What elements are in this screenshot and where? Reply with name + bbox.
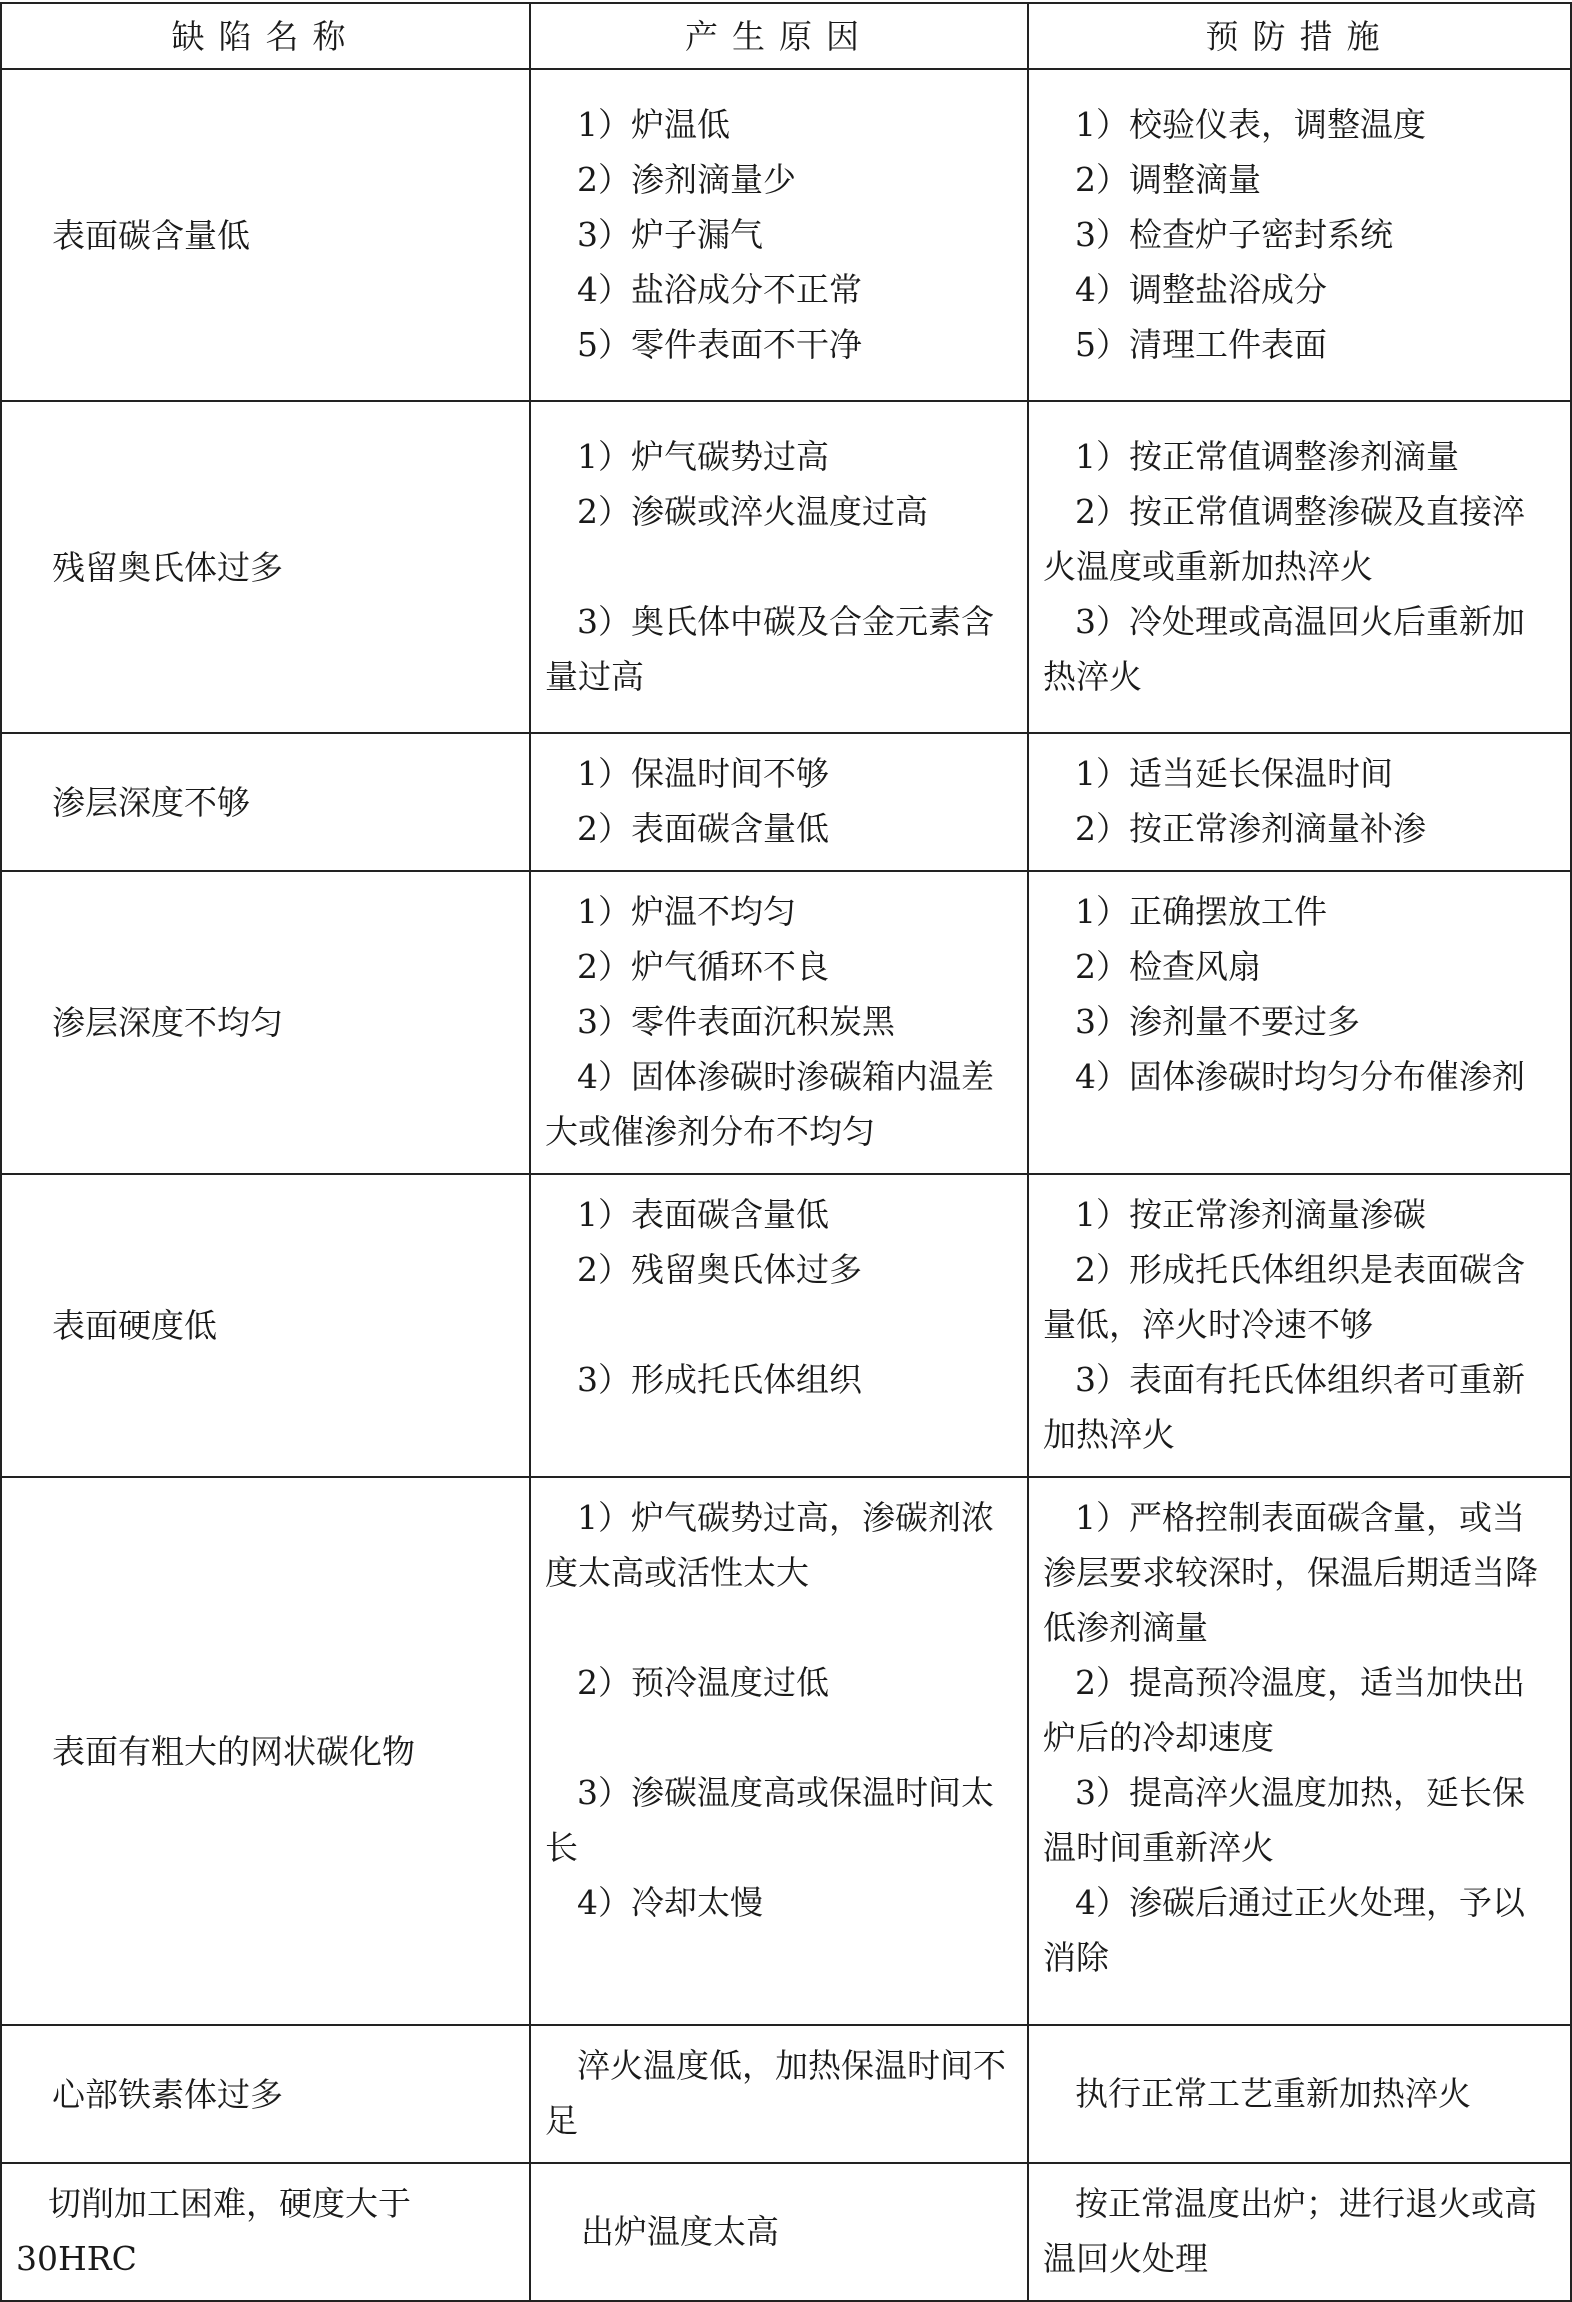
header-row: [1, 3, 1571, 69]
defect-name: 表面有粗大的网状碳化物: [1, 1477, 530, 2025]
measure-item: 2）形成托氏体组织是表面碳含量低，淬火时冷速不够: [1043, 1250, 1525, 1344]
table-row: [1, 69, 1571, 401]
measure-item: 1）严格控制表面碳含量，或当渗层要求较深时，保温后期适当降低渗剂滴量: [1043, 1498, 1538, 1647]
carburizing-defects-table: [0, 2, 1572, 2302]
defect-name: 心部铁素体过多: [1, 2025, 530, 2163]
cause-list: [530, 2025, 1028, 2163]
table-row: [1, 2163, 1571, 2301]
measure-item: 5）清理工件表面: [1075, 324, 1327, 364]
measure-item: 1）按正常值调整渗剂滴量: [1075, 436, 1459, 476]
header-defect-name: 缺陷名称: [1, 3, 530, 69]
cause-item: 1）保温时间不够: [577, 754, 829, 793]
cause-list: [530, 1477, 1028, 2025]
measure-list: [1028, 871, 1571, 1174]
cause-item: 2）表面碳含量低: [577, 809, 829, 848]
table-row: [1, 1477, 1571, 2025]
cause-list: [530, 2163, 1028, 2301]
header-prevention: 预防措施: [1028, 3, 1571, 69]
cause-item: 1）炉气碳势过高: [577, 436, 829, 476]
header-cause: 产生原因: [530, 3, 1028, 69]
measure-item: 3）渗剂量不要过多: [1075, 1002, 1360, 1041]
table-row: [1, 1174, 1571, 1477]
measure-item: 1）正确摆放工件: [1075, 892, 1327, 931]
cause-item: 3）渗碳温度高或保温时间太长: [545, 1773, 994, 1867]
cause-list: [530, 69, 1028, 401]
defect-name: 残留奥氏体过多: [1, 401, 530, 733]
cause-item: 2）残留奥氏体过多: [577, 1250, 862, 1289]
defect-name: 表面硬度低: [1, 1174, 530, 1477]
cause-item: 4）盐浴成分不正常: [577, 269, 862, 309]
cause-item: 3）奥氏体中碳及合金元素含量过高: [545, 601, 994, 696]
cause-item: 3）炉子漏气: [577, 214, 763, 254]
cause-item: 淬火温度低，加热保温时间不足: [545, 2046, 1006, 2140]
measure-item: 3）冷处理或高温回火后重新加热淬火: [1043, 601, 1525, 696]
measure-item: 2）按正常渗剂滴量补渗: [1075, 809, 1426, 848]
defect-name: 切削加工困难，硬度大于30HRC: [1, 2163, 530, 2301]
table-row: [1, 733, 1571, 871]
cause-item: 1）炉温不均匀: [577, 892, 796, 931]
cause-item: 2）渗剂滴量少: [577, 159, 796, 199]
table-row: [1, 871, 1571, 1174]
cause-item: 2）预冷温度过低: [577, 1663, 829, 1702]
measure-item: 3）提高淬火温度加热，延长保温时间重新淬火: [1043, 1773, 1525, 1867]
measure-item: 2）按正常值调整渗碳及直接淬火温度或重新加热淬火: [1043, 491, 1525, 586]
cause-item: 4）冷却太慢: [577, 1883, 763, 1922]
measure-item: 1）按正常渗剂滴量渗碳: [1075, 1195, 1426, 1234]
cause-list: [530, 1174, 1028, 1477]
measure-item: 4）调整盐浴成分: [1075, 269, 1327, 309]
measure-item: 3）表面有托氏体组织者可重新加热淬火: [1043, 1360, 1525, 1454]
cause-item: 出炉温度太高: [581, 2211, 779, 2251]
measure-list: [1028, 1477, 1571, 2025]
cause-item: 2）渗碳或淬火温度过高: [577, 491, 928, 531]
cause-item: 2）炉气循环不良: [577, 947, 829, 986]
defect-name: 表面碳含量低: [1, 69, 530, 401]
measure-item: 按正常温度出炉；进行退火或高温回火处理: [1043, 2184, 1537, 2278]
measure-list: [1028, 69, 1571, 401]
measure-item: 4）固体渗碳时均匀分布催渗剂: [1075, 1057, 1525, 1096]
table-row: [1, 401, 1571, 733]
cause-item: 1）表面碳含量低: [577, 1195, 829, 1234]
measure-list: [1028, 2163, 1571, 2301]
measure-item: 2）检查风扇: [1075, 947, 1261, 986]
cause-item: 1）炉气碳势过高，渗碳剂浓度太高或活性太大: [545, 1498, 994, 1592]
cause-item: 4）固体渗碳时渗碳箱内温差大或催渗剂分布不均匀: [545, 1057, 994, 1151]
cause-item: 3）零件表面沉积炭黑: [577, 1002, 895, 1041]
cause-item: 1）炉温低: [577, 104, 730, 144]
measure-list: [1028, 401, 1571, 733]
cause-list: [530, 871, 1028, 1174]
table-row: [1, 2025, 1571, 2163]
defect-name: 渗层深度不均匀: [1, 871, 530, 1174]
measure-list: [1028, 733, 1571, 871]
measure-list: [1028, 2025, 1571, 2163]
cause-list: [530, 401, 1028, 733]
measure-item: 2）提高预冷温度，适当加快出炉后的冷却速度: [1043, 1663, 1525, 1757]
measure-item: 1）适当延长保温时间: [1075, 754, 1393, 793]
defect-name: 渗层深度不够: [1, 733, 530, 871]
measure-list: [1028, 1174, 1571, 1477]
cause-item: 3）形成托氏体组织: [577, 1360, 862, 1399]
cause-item: 5）零件表面不干净: [577, 324, 862, 364]
measure-item: 4）渗碳后通过正火处理，予以消除: [1043, 1883, 1525, 1977]
measure-item: 执行正常工艺重新加热淬火: [1075, 2073, 1471, 2113]
measure-item: 3）检查炉子密封系统: [1075, 214, 1393, 254]
cause-list: [530, 733, 1028, 871]
measure-item: 2）调整滴量: [1075, 159, 1261, 199]
measure-item: 1）校验仪表，调整温度: [1075, 104, 1426, 144]
